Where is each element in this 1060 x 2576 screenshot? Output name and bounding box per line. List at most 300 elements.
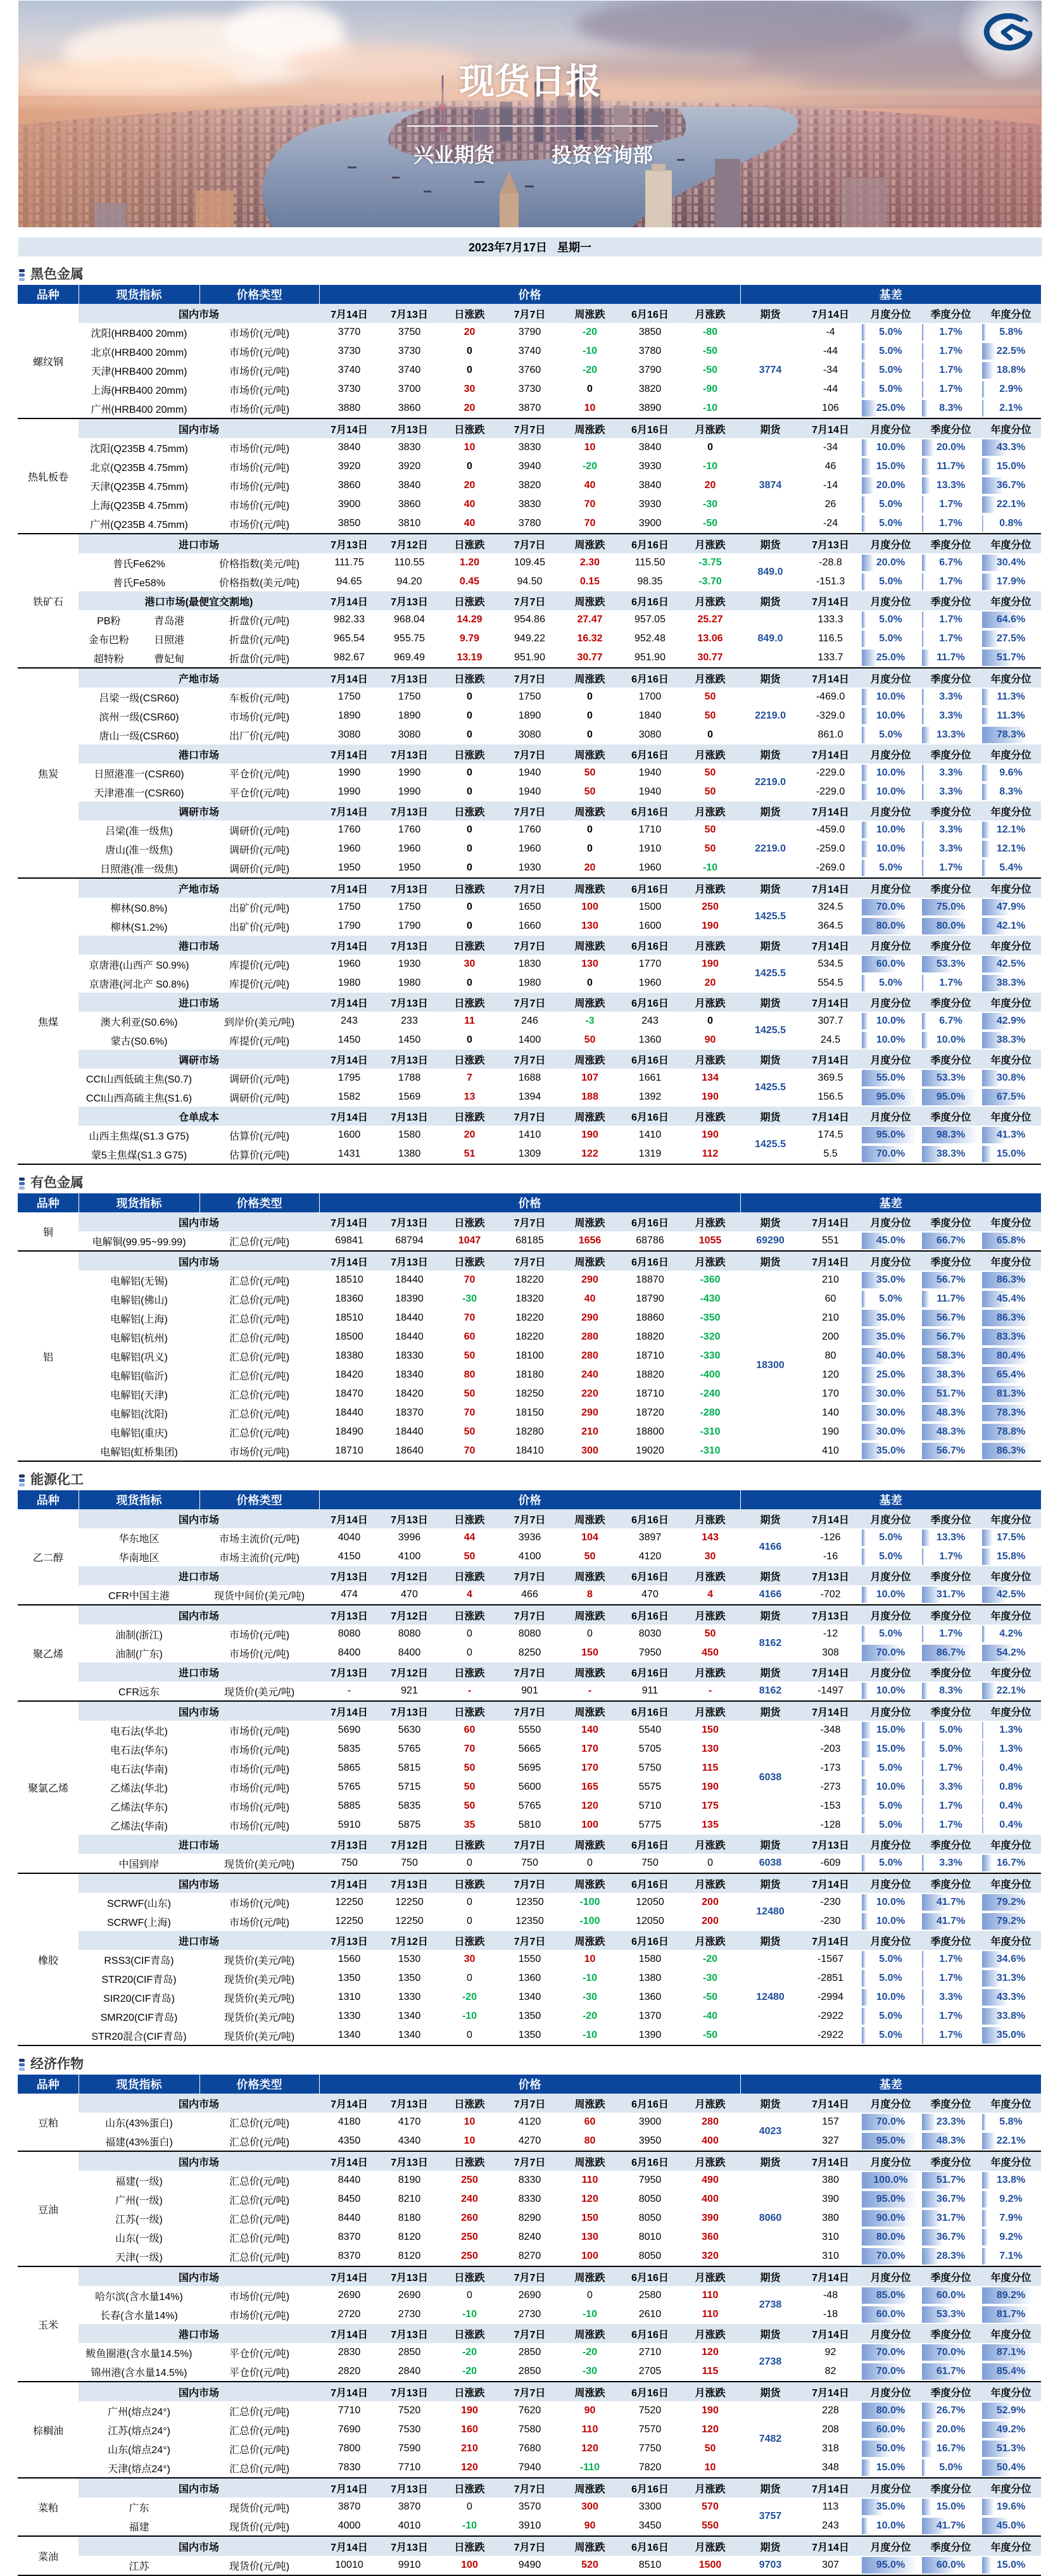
price-type-cell: 汇总价(元/吨): [229, 1276, 290, 1287]
percentile-value: 10.0%: [876, 1992, 905, 2002]
column-label: 日涨跌: [439, 1835, 500, 1854]
yearly-percentile-cell: [981, 1366, 1041, 1385]
indicator-cell: 普氏Fe62%: [113, 558, 165, 570]
monthly-change-cell: 13.06: [697, 633, 723, 644]
column-label: 周涨跌: [560, 1701, 620, 1721]
column-label: 7月13日: [319, 1835, 379, 1854]
percentile-value: 86.3%: [996, 1445, 1026, 1456]
daily-change-cell: -10: [462, 2011, 477, 2021]
monthly-percentile-cell: [861, 2209, 921, 2228]
quarterly-percentile-cell: [921, 2362, 981, 2382]
column-label: 6月16日: [620, 1251, 680, 1271]
percentile-data-bar: [982, 1683, 995, 1699]
quarterly-percentile-cell: [921, 629, 981, 648]
column-label: 7月7日: [500, 1566, 560, 1585]
percentile-value: 80.0%: [936, 920, 966, 931]
data-row: [18, 1721, 1041, 1740]
price-cell: 68786: [636, 1235, 664, 1246]
percentile-value: 12.1%: [996, 824, 1026, 835]
quarterly-percentile-cell: [921, 1231, 981, 1251]
column-label: 季度分位: [921, 1212, 981, 1231]
monthly-percentile-cell: [861, 2305, 921, 2324]
percentile-value: 1.7%: [939, 1628, 962, 1639]
basis-value-cell: 46: [824, 461, 836, 472]
column-label: 7月14日: [319, 993, 379, 1012]
indicator-cell: 山东(熔点24°): [108, 2444, 170, 2456]
indicator-cell: 广州(熔点24°): [108, 2406, 170, 2418]
percentile-value: 42.1%: [996, 920, 1026, 931]
data-row: [18, 2007, 1041, 2026]
percentile-data-bar: [982, 2229, 988, 2246]
indicator-cell: 福建: [129, 2522, 149, 2533]
daily-change-cell: 0: [467, 365, 472, 375]
yearly-percentile-cell: [981, 955, 1041, 974]
weekly-change-cell: 50: [584, 1551, 596, 1562]
monthly-change-cell: 20: [704, 977, 716, 988]
data-row: [18, 2209, 1041, 2228]
price-cell: 7710: [338, 2405, 361, 2416]
quarterly-percentile-cell: [921, 707, 981, 726]
monthly-percentile-cell: [861, 2247, 921, 2266]
basis-value-cell: -12: [823, 1628, 838, 1639]
monthly-percentile-cell: [861, 2228, 921, 2247]
price-cell: 18710: [636, 1350, 664, 1361]
quarterly-percentile-cell: [921, 495, 981, 514]
percentile-value: 1.7%: [939, 365, 962, 375]
monthly-percentile-cell: [861, 1740, 921, 1759]
data-row: [18, 1309, 1041, 1328]
column-label: 6月16日: [620, 1605, 680, 1624]
daily-change-cell: 0: [467, 2030, 472, 2040]
price-cell: 8440: [338, 2175, 361, 2185]
percentile-data-bar: [922, 631, 924, 647]
column-label: 月度分位: [861, 993, 921, 1012]
indicator-cell: 天津港准一(CSR60): [94, 788, 184, 799]
yearly-percentile-cell: [981, 1347, 1041, 1366]
price-cell: 18220: [515, 1274, 544, 1285]
monthly-change-cell: 450: [702, 1647, 719, 1658]
basis-value-cell: -34: [823, 365, 838, 375]
price-cell: 18330: [395, 1350, 424, 1361]
monthly-change-cell: 0: [707, 729, 713, 740]
price-cell: 1930: [518, 862, 541, 873]
price-type-cell: 库提价(元/吨): [229, 979, 290, 990]
basis-value-cell: 200: [822, 1331, 839, 1342]
price-cell: 7830: [338, 2462, 361, 2473]
daily-change-cell: 10: [464, 442, 476, 453]
data-row: [18, 2228, 1041, 2247]
column-label: 日涨跌: [439, 1509, 500, 1528]
column-label: 日涨跌: [439, 2382, 500, 2401]
column-label: 6月16日: [620, 668, 680, 688]
futures-price-cell: 2219.0: [755, 777, 786, 788]
indicator-cell: 柳林(S1.2%): [110, 922, 168, 933]
price-cell: 4040: [338, 1532, 361, 1543]
monthly-change-cell: 190: [702, 1781, 719, 1792]
price-cell: 3860: [398, 499, 421, 510]
percentile-value: 0.4%: [999, 1819, 1023, 1830]
market-subheader-row: [18, 878, 1041, 898]
column-label: 日涨跌: [439, 668, 500, 688]
variety-label: 棕榈油: [18, 2382, 79, 2478]
price-cell: 1450: [398, 1034, 421, 1045]
percentile-value: 10.0%: [876, 1781, 905, 1792]
yearly-percentile-cell: [981, 1721, 1041, 1740]
price-cell: 18390: [395, 1293, 424, 1304]
basis-value-cell: -609: [820, 1857, 841, 1868]
price-cell: 3730: [338, 346, 361, 356]
price-cell: 7750: [638, 2443, 662, 2454]
yearly-percentile-cell: [981, 1950, 1041, 1969]
yearly-percentile-cell: [981, 1988, 1041, 2007]
percentile-data-bar: [862, 1855, 866, 1871]
quarterly-percentile-cell: [921, 1721, 981, 1740]
percentile-value: 15.0%: [936, 2501, 966, 2512]
basis-value-cell: -44: [823, 384, 838, 394]
column-label: 7月7日: [500, 1251, 560, 1271]
price-cell: 3830: [518, 499, 541, 510]
column-label: 7月7日: [500, 304, 560, 323]
market-subheader-row: [18, 936, 1041, 955]
percentile-value: 5.4%: [999, 862, 1023, 873]
weekly-change-cell: 50: [584, 786, 596, 797]
percentile-value: 67.5%: [996, 1091, 1026, 1102]
market-subheader-row: [18, 2324, 1041, 2343]
column-label: 日涨跌: [439, 801, 500, 820]
percentile-value: 75.0%: [936, 902, 966, 912]
basis-value-cell: 380: [822, 2213, 839, 2223]
indicator-cell: 电解铝(佛山): [110, 1295, 168, 1306]
indicator-cell: 华南地区: [118, 1552, 160, 1564]
column-label: 7月12日: [379, 1566, 439, 1585]
weekly-change-cell: -100: [579, 1897, 600, 1907]
weekly-change-cell: 8: [587, 1589, 593, 1600]
price-cell: 750: [341, 1857, 358, 1868]
daily-change-cell: 70: [464, 1744, 476, 1754]
column-label: 7月14日: [800, 2478, 861, 2497]
percentile-value: 5.0%: [879, 729, 902, 740]
weekly-change-cell: 300: [581, 1445, 598, 1456]
data-row: [18, 1126, 1041, 1145]
percentile-value: 78.3%: [996, 729, 1026, 740]
yearly-percentile-cell: [981, 629, 1041, 648]
weekly-change-cell: 10: [584, 403, 596, 413]
column-label: 日涨跌: [439, 1701, 500, 1721]
market-subheader-row: [18, 2536, 1041, 2556]
data-row: [18, 380, 1041, 399]
percentile-data-bar: [982, 1760, 983, 1776]
percentile-value: 3.3%: [939, 767, 962, 778]
yearly-percentile-cell: [981, 1912, 1041, 1931]
indicator-cell: 电解铜(99.95~99.99): [92, 1236, 186, 1248]
price-cell: 8240: [518, 2232, 541, 2242]
futures-price-cell: 849.0: [757, 633, 783, 644]
price-type-cell: 市场价(元/吨): [229, 385, 290, 396]
price-type-cell: 调研价(元/吨): [229, 1074, 290, 1085]
data-row: [18, 2556, 1041, 2575]
monthly-percentile-cell: [861, 1366, 921, 1385]
column-label: 年度分位: [981, 2151, 1041, 2171]
price-cell: 3730: [518, 384, 541, 394]
price-cell: 1380: [638, 1973, 662, 1983]
monthly-change-cell: -50: [702, 2030, 718, 2040]
column-label: 周涨跌: [560, 1212, 620, 1231]
percentile-value: 56.7%: [936, 1445, 966, 1456]
percentile-value: 45.0%: [876, 1235, 905, 1246]
price-cell: 1550: [518, 1954, 541, 1964]
price-type-cell: 汇总价(元/吨): [229, 2118, 290, 2129]
percentile-value: 1.7%: [939, 384, 962, 394]
weekly-change-cell: 170: [581, 1744, 598, 1754]
price-cell: 1790: [338, 920, 361, 931]
daily-change-cell: -20: [462, 2366, 477, 2377]
column-label: 期货: [740, 1107, 800, 1126]
weekly-change-cell: 0: [587, 1628, 593, 1639]
yearly-percentile-cell: [981, 438, 1041, 457]
column-label: 7月7日: [500, 534, 560, 553]
monthly-change-cell: -30: [702, 499, 718, 510]
spot-price-table: [18, 2075, 1041, 2576]
percentile-value: 83.3%: [996, 1331, 1026, 1342]
price-cell: 3860: [338, 480, 361, 491]
section-title: [18, 1165, 1041, 1193]
price-cell: 3830: [518, 442, 541, 453]
monthly-percentile-cell: [861, 1893, 921, 1912]
column-label: 日涨跌: [439, 1605, 500, 1624]
monthly-change-cell: -30: [702, 1973, 718, 1983]
monthly-change-cell: 190: [702, 958, 719, 969]
percentile-value: 48.3%: [936, 1426, 966, 1437]
quarterly-percentile-cell: [921, 2401, 981, 2420]
percentile-data-bar: [862, 1032, 868, 1048]
indicator-cell: SCRWF(上海): [106, 1917, 172, 1928]
percentile-value: 35.0%: [876, 1274, 905, 1285]
market-label: 进口市场: [79, 1662, 319, 1681]
percentile-data-bar: [862, 1989, 868, 2006]
data-row: [18, 648, 1041, 668]
price-cell: 1790: [398, 920, 421, 931]
column-label: 7月13日: [319, 1605, 379, 1624]
column-label: 6月16日: [620, 745, 680, 763]
column-label: 7月13日: [379, 1509, 439, 1528]
quarterly-percentile-cell: [921, 457, 981, 476]
percentile-value: 13.8%: [996, 2175, 1026, 2185]
variety-label: 菜油: [18, 2536, 79, 2575]
indicator-cell: 电解铝(杭州): [110, 1333, 168, 1344]
market-label: 调研市场: [79, 801, 319, 820]
percentile-data-bar: [862, 1626, 866, 1642]
quarterly-percentile-cell: [921, 858, 981, 878]
quarterly-percentile-cell: [921, 1328, 981, 1347]
price-type-cell: 平仓价(元/吨): [229, 769, 290, 780]
column-label: 年度分位: [981, 1605, 1041, 1624]
monthly-percentile-cell: [861, 629, 921, 648]
percentile-value: 15.0%: [876, 1725, 905, 1735]
price-type-cell: 现货价(美元/吨): [224, 2031, 295, 2042]
indicator-cell: CFR远东: [118, 1687, 160, 1698]
percentile-value: 1.7%: [939, 1800, 962, 1811]
monthly-change-cell: 50: [704, 1628, 716, 1639]
column-label: 季度分位: [921, 2151, 981, 2171]
market-label: 国内市场: [79, 1873, 319, 1893]
price-cell: 1410: [638, 1129, 662, 1140]
basis-value-cell: 318: [822, 2443, 839, 2454]
percentile-data-bar: [922, 1683, 927, 1699]
data-row: [18, 2171, 1041, 2190]
daily-change-cell: 160: [461, 2424, 478, 2435]
price-cell: 7530: [398, 2424, 421, 2435]
quarterly-percentile-cell: [921, 323, 981, 342]
data-row: [18, 342, 1041, 361]
weekly-change-cell: -3: [585, 1015, 595, 1026]
percentile-value: 40.0%: [876, 1350, 905, 1361]
percentile-value: 15.0%: [876, 461, 905, 472]
price-cell: 1569: [398, 1091, 421, 1102]
percentile-value: 86.3%: [996, 1312, 1026, 1323]
daily-change-cell: 51: [464, 1148, 476, 1159]
percentile-value: 1.3%: [999, 1725, 1023, 1735]
variety-label: 焦炭: [18, 668, 79, 878]
price-cell: 111.75: [334, 557, 364, 568]
yearly-percentile-cell: [981, 514, 1041, 534]
column-label: 7月14日: [800, 1662, 861, 1681]
column-label: 年度分位: [981, 534, 1041, 553]
market-label: 国内市场: [79, 1251, 319, 1271]
yearly-percentile-cell: [981, 1069, 1041, 1088]
column-label: 6月16日: [620, 2094, 680, 2113]
percentile-data-bar: [862, 555, 874, 571]
price-type-cell: 现货中间价(美元/吨): [213, 1590, 305, 1602]
percentile-value: 89.2%: [996, 2290, 1026, 2301]
delivery-port: 日照港: [154, 634, 185, 646]
indicator-cell: CCI山西低硫主焦(S0.7): [85, 1074, 192, 1085]
column-label: 月涨跌: [680, 936, 740, 955]
section-bullet-icon: [19, 1178, 25, 1190]
weekly-change-cell: 60: [584, 2116, 596, 2127]
basis-value-cell: 243: [822, 2520, 839, 2531]
price-cell: 12250: [395, 1897, 424, 1907]
futures-price-cell: 8162: [759, 1638, 782, 1649]
price-cell: 8370: [338, 2251, 361, 2261]
column-label: 季度分位: [921, 936, 981, 955]
column-label: 周涨跌: [560, 936, 620, 955]
price-cell: 3996: [398, 1532, 421, 1543]
percentile-value: 5.0%: [879, 1954, 902, 1964]
price-cell: 5835: [338, 1744, 361, 1754]
yearly-percentile-cell: [981, 2439, 1041, 2458]
price-cell: 5575: [638, 1781, 662, 1792]
column-label: 7月7日: [500, 2324, 560, 2343]
percentile-value: 60.0%: [876, 2424, 905, 2435]
percentile-value: 5.0%: [879, 499, 902, 510]
percentile-value: 51.7%: [996, 652, 1026, 663]
yearly-percentile-cell: [981, 1528, 1041, 1547]
monthly-change-cell: 1055: [698, 1235, 722, 1246]
basis-value-cell: 157: [822, 2116, 839, 2127]
yearly-percentile-cell: [981, 898, 1041, 917]
column-label: 7月12日: [379, 534, 439, 553]
weekly-change-cell: -: [588, 1685, 592, 1696]
weekly-change-cell: 220: [581, 1388, 598, 1399]
column-label: 7月14日: [319, 1873, 379, 1893]
indicator-cell: 广州(HRB400 20mm): [91, 404, 187, 415]
data-row: [18, 1069, 1041, 1088]
table-header-row: [18, 285, 1041, 304]
price-cell: 3930: [638, 461, 662, 472]
column-label: 7月7日: [500, 2478, 560, 2497]
basis-value-cell: -18: [823, 2309, 838, 2320]
quarterly-percentile-cell: [921, 2439, 981, 2458]
data-row: [18, 1366, 1041, 1385]
percentile-value: 95.0%: [876, 2194, 905, 2204]
percentile-value: 35.0%: [876, 1312, 905, 1323]
weekly-change-cell: 150: [581, 1647, 598, 1658]
price-cell: 5885: [338, 1800, 361, 1811]
price-cell: 3840: [338, 442, 361, 453]
daily-change-cell: 0: [467, 461, 472, 472]
price-cell: 18150: [515, 1407, 544, 1418]
futures-price-cell: 4023: [759, 2126, 782, 2137]
weekly-change-cell: 50: [584, 767, 596, 778]
data-row: [18, 2026, 1041, 2045]
monthly-change-cell: 0: [707, 1857, 713, 1868]
column-label: 6月16日: [620, 1931, 680, 1950]
section-title: [18, 1462, 1041, 1490]
price-cell: 3770: [338, 327, 361, 337]
column-label: 期货: [740, 2382, 800, 2401]
quarterly-percentile-cell: [921, 1969, 981, 1988]
percentile-value: 10.0%: [876, 2520, 905, 2531]
percentile-value: 5.0%: [879, 576, 902, 587]
price-cell: 3790: [638, 365, 662, 375]
percentile-value: 1.7%: [939, 1819, 962, 1830]
column-label: 周涨跌: [560, 668, 620, 688]
weekly-change-cell: 120: [581, 1800, 598, 1811]
basis-value-cell: -16: [823, 1551, 838, 1562]
column-label: 季度分位: [921, 993, 981, 1012]
price-cell: 3740: [518, 346, 541, 356]
percentile-data-bar: [862, 381, 866, 398]
price-type-cell: 估算价(元/吨): [229, 1131, 290, 1142]
yearly-percentile-cell: [981, 2458, 1041, 2478]
variety-block: [18, 2536, 1041, 2575]
futures-price-cell: 2738: [759, 2356, 782, 2367]
price-cell: 969.49: [394, 652, 425, 663]
percentile-data-bar: [862, 631, 866, 647]
variety-label: 焦煤: [18, 878, 79, 1164]
indicator-cell: 福建(43%蛋白): [105, 2137, 173, 2148]
percentile-value: 7.1%: [999, 2251, 1023, 2261]
weekly-change-cell: -10: [582, 2309, 598, 2320]
basis-value-cell: -348: [820, 1725, 841, 1735]
percentile-data-bar: [922, 1741, 926, 1757]
price-cell: 5600: [518, 1781, 541, 1792]
daily-change-cell: 250: [461, 2232, 478, 2242]
percentile-value: 10.0%: [876, 710, 905, 721]
market-subheader-row: [18, 2094, 1041, 2113]
data-row: [18, 1547, 1041, 1566]
price-cell: 3897: [638, 1532, 662, 1543]
price-cell: 1340: [338, 2030, 361, 2040]
yearly-percentile-cell: [981, 1271, 1041, 1290]
percentile-value: 50.0%: [876, 2443, 905, 2454]
price-cell: 7940: [518, 2462, 541, 2473]
column-label: 期货: [740, 304, 800, 323]
column-label: 年度分位: [981, 1931, 1041, 1950]
percentile-value: 87.1%: [996, 2347, 1026, 2358]
basis-value-cell: 133.3: [817, 614, 843, 625]
column-label: 7月7日: [500, 2094, 560, 2113]
